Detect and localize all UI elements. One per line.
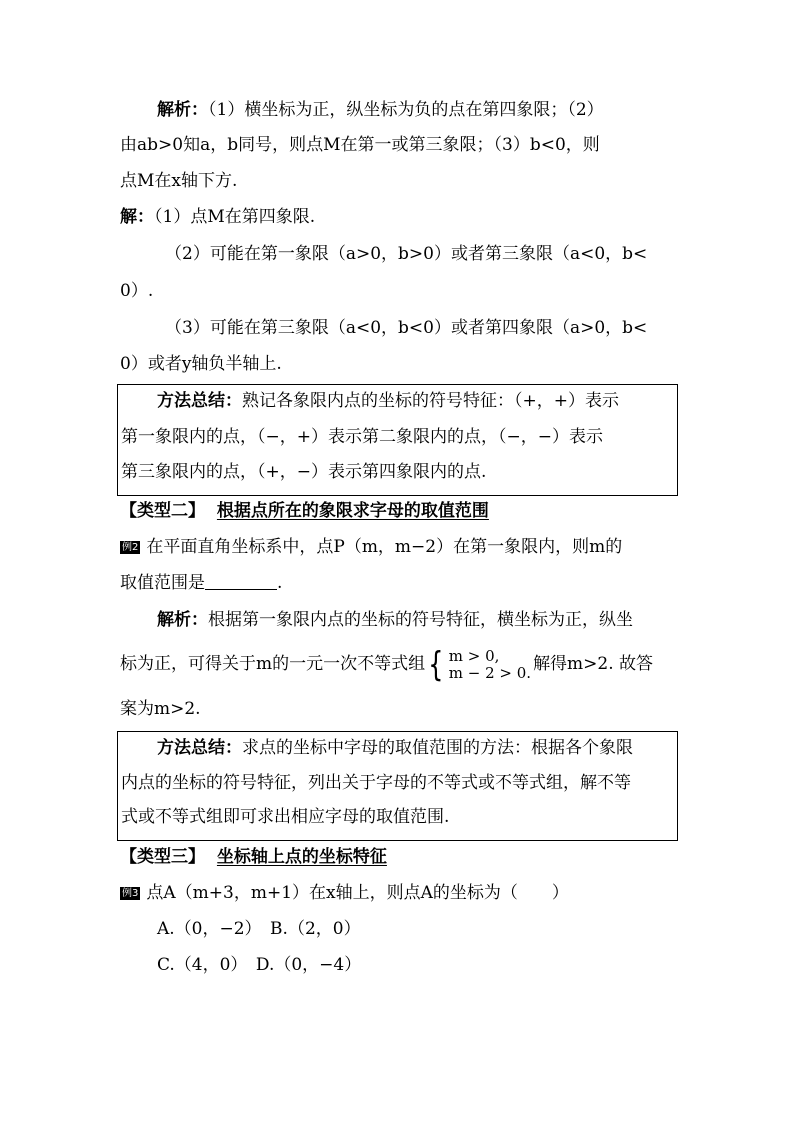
inequality-system <box>449 648 531 682</box>
answer-blank <box>205 571 277 590</box>
example-2-analysis-label: 解析： <box>157 610 208 630</box>
summary-2-line-1 <box>157 736 633 760</box>
type-3-heading <box>120 845 387 869</box>
type-3-title: 坐标轴上点的坐标特征 <box>216 847 387 867</box>
example-2-analysis-text-2a: 标为正，可得关于m的一元一次不等式组 <box>120 654 426 674</box>
summary-2-line-3: 式或不等式组即可求出相应字母的取值范围. <box>121 807 450 827</box>
solution-line-2: （2）可能在第一象限（a>0，b>0）或者第三象限（a<0，b< <box>165 244 648 264</box>
type-3-bracket: 【类型三】 <box>120 847 205 867</box>
analysis-label: 解析： <box>157 100 208 120</box>
type-2-bracket: 【类型二】 <box>120 501 205 521</box>
analysis-line-2: 由ab>0知a，b同号，则点M在第一或第三象限；（3）b<0，则 <box>120 135 600 155</box>
example-3-options-cd: C.（4，0） D.（0，−4） <box>157 955 362 975</box>
summary-1-line-1 <box>157 389 619 413</box>
summary-1-line-2: 第一象限内的点，（−，+）表示第二象限内的点，（−，−）表示 <box>121 427 603 447</box>
example-2-badge: 例2 <box>122 542 139 553</box>
inequality-2: m − 2 > 0. <box>448 663 532 682</box>
analysis-line-3: 点M在x轴下方. <box>120 171 238 191</box>
example-2-line-1 <box>120 535 622 559</box>
example-3-options-ab: A.（0，−2） B.（2，0） <box>157 919 361 939</box>
example-2-question: 在平面直角坐标系中，点P（m，m−2）在第一象限内，则m的 <box>146 537 623 557</box>
example-2-analysis-text-2b: 解得m>2. 故答 <box>533 654 654 674</box>
example-2-line-2 <box>120 571 282 595</box>
solution-label: 解： <box>120 207 154 227</box>
summary-1-line-3: 第三象限内的点，（+，−）表示第四象限内的点. <box>121 462 487 482</box>
solution-line-1 <box>120 205 315 229</box>
inequality-1: m > 0, <box>448 646 500 665</box>
solution-line-3: 0）. <box>120 281 154 301</box>
example-2-period: . <box>277 573 283 593</box>
example-2-question-cont: 取值范围是 <box>120 573 205 593</box>
example-2-analysis-line-2 <box>120 644 653 684</box>
solution-text: （1）点M在第四象限. <box>154 207 316 227</box>
summary-2-label: 方法总结： <box>157 738 242 758</box>
example-2-analysis-text: 根据第一象限内点的坐标的符号特征，横坐标为正，纵坐 <box>208 610 633 630</box>
example-2-analysis-line-1 <box>157 608 633 632</box>
summary-2-line-2: 内点的坐标的符号特征，列出关于字母的不等式或不等式组，解不等 <box>121 773 631 793</box>
example-3-question: 点A（m+3，m+1）在x轴上，则点A的坐标为（ ） <box>146 883 569 903</box>
summary-2-text: 求点的坐标中字母的取值范围的方法：根据各个象限 <box>242 738 633 758</box>
solution-line-5: 0）或者y轴负半轴上. <box>120 354 282 374</box>
summary-1-text: 熟记各象限内点的坐标的符号特征：（+，+）表示 <box>242 391 619 411</box>
type-2-heading <box>120 499 489 523</box>
example-2-analysis-line-3: 案为m>2. <box>120 699 201 719</box>
left-brace: { <box>428 644 444 685</box>
solution-line-4: （3）可能在第三象限（a<0，b<0）或者第四象限（a>0，b< <box>165 318 648 338</box>
example-3-line-1 <box>120 881 569 905</box>
type-2-title: 根据点所在的象限求字母的取值范围 <box>216 501 489 521</box>
example-3-badge: 例3 <box>122 888 139 899</box>
analysis-paragraph-1 <box>157 98 604 122</box>
analysis-text: （1）横坐标为正，纵坐标为负的点在第四象限；（2） <box>208 100 604 120</box>
summary-1-label: 方法总结： <box>157 391 242 411</box>
